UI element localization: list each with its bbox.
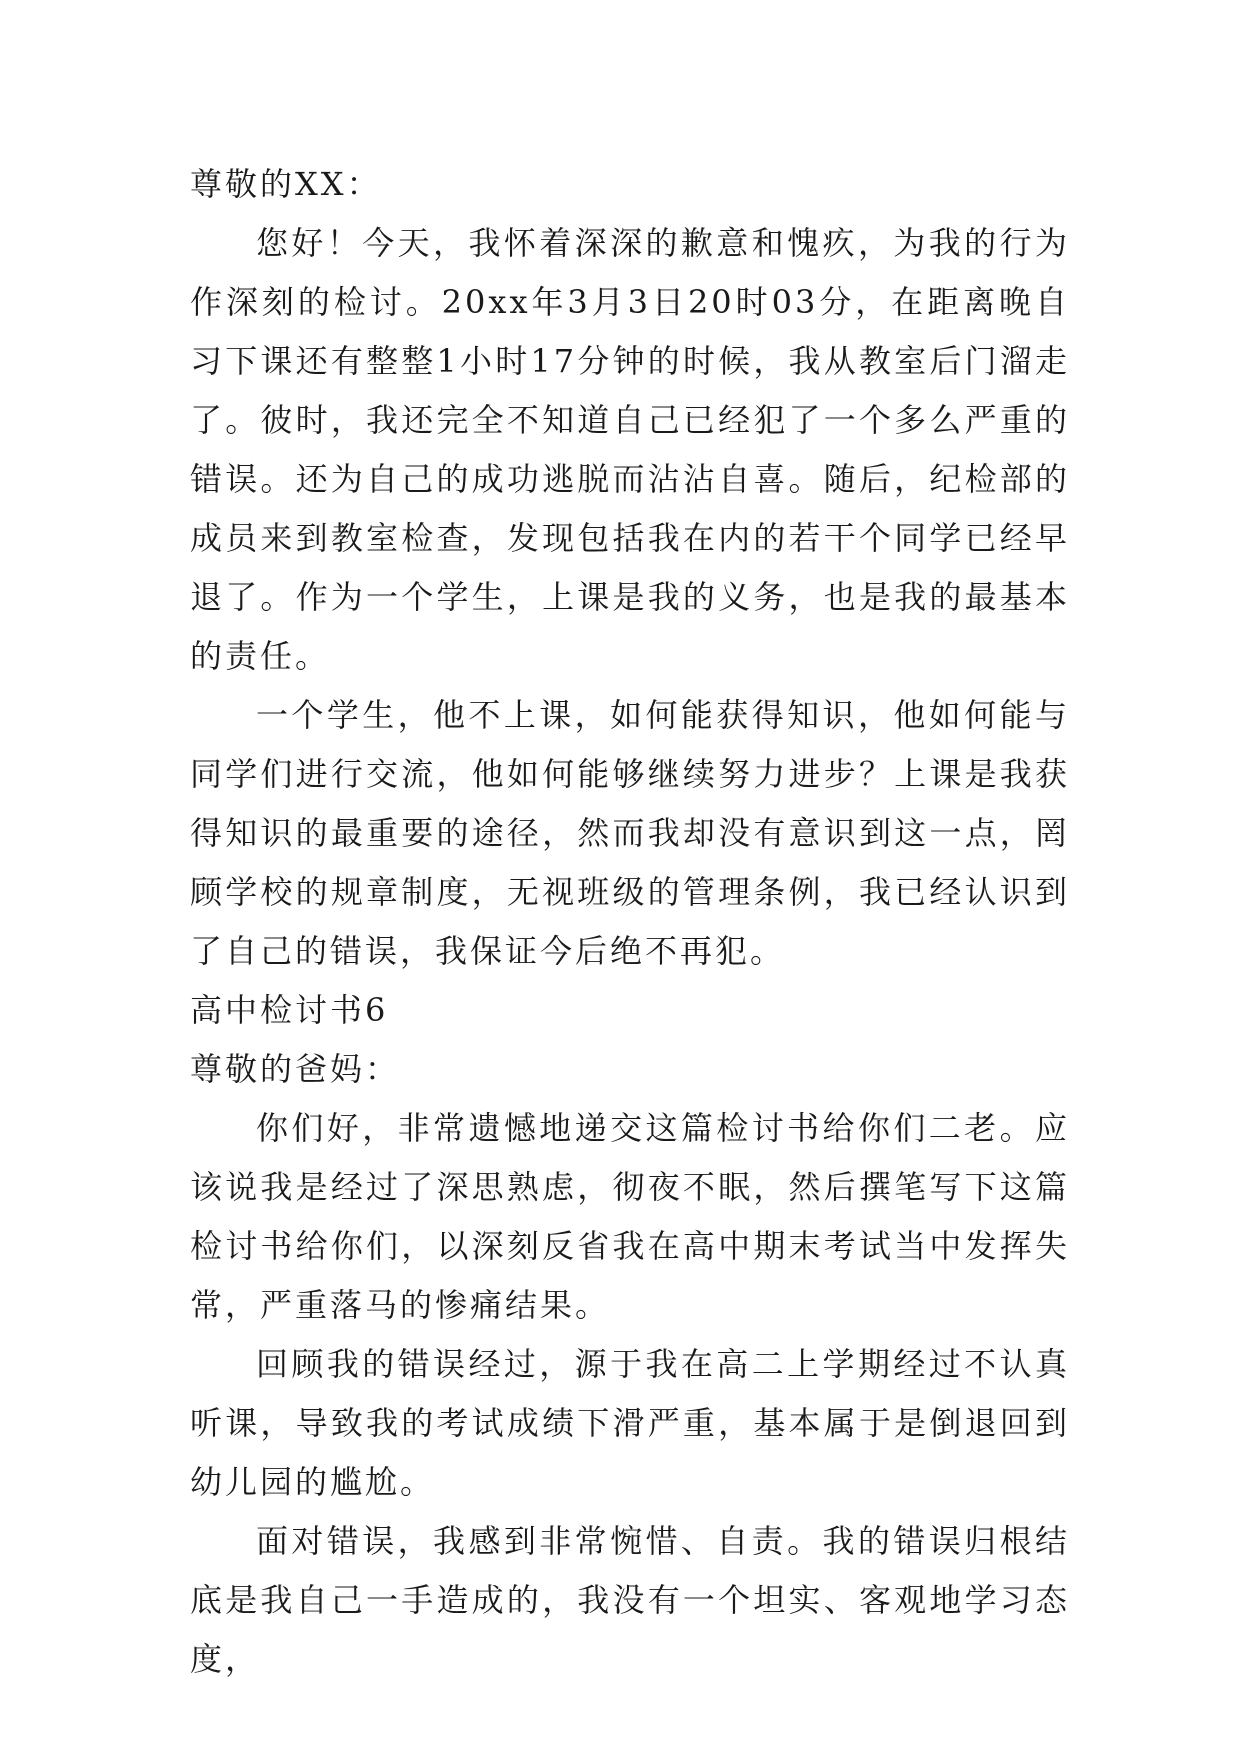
section-title: 高中检讨书6: [190, 991, 389, 1029]
paragraph: 一个学生，他不上课，如何能获得知识，他如何能与同学们进行交流，他如何能够继续努力进步？上课是我获得知识的最重要的途径，然而我却没有意识到这一点，罔顾学校的规章制度，无视班级的管理条例，我已经认识到了自己的错误，我保证今后绝不再犯。: [190, 696, 1070, 970]
paragraph: 面对错误，我感到非常惋惜、自责。我的错误归根结底是我自己一手造成的，我没有一个坦实、客观地学习态度，: [190, 1522, 1070, 1678]
salutation: 尊敬的XX：: [190, 165, 382, 203]
document-body: [190, 155, 1070, 1689]
paragraph: 你们好，非常遗憾地递交这篇检讨书给你们二老。应该说我是经过了深思熟虑，彻夜不眠，然后撰笔写下这篇检讨书给你们，以深刻反省我在高中期末考试当中发挥失常，严重落马的惨痛结果。: [190, 1109, 1070, 1324]
paragraph: 您好！今天，我怀着深深的歉意和愧疚，为我的行为作深刻的检讨。20xx年3月3日20时03分，在距离晚自习下课还有整整1小时17分钟的时候，我从教室后门溜走了。彼时，我还完全不知道自己已经犯了一个多么严重的错误。还为自己的成功逃脱而沾沾自喜。随后，纪检部的成员来到教室检查，发现包括我在内的若干个同学已经早退了。作为一个学生，上课是我的义务，也是我的最基本的责任。: [190, 224, 1070, 675]
salutation: 尊敬的爸妈：: [190, 1050, 401, 1088]
paragraph: 回顾我的错误经过，源于我在高二上学期经过不认真听课，导致我的考试成绩下滑严重，基本属于是倒退回到幼儿园的尴尬。: [190, 1345, 1070, 1501]
